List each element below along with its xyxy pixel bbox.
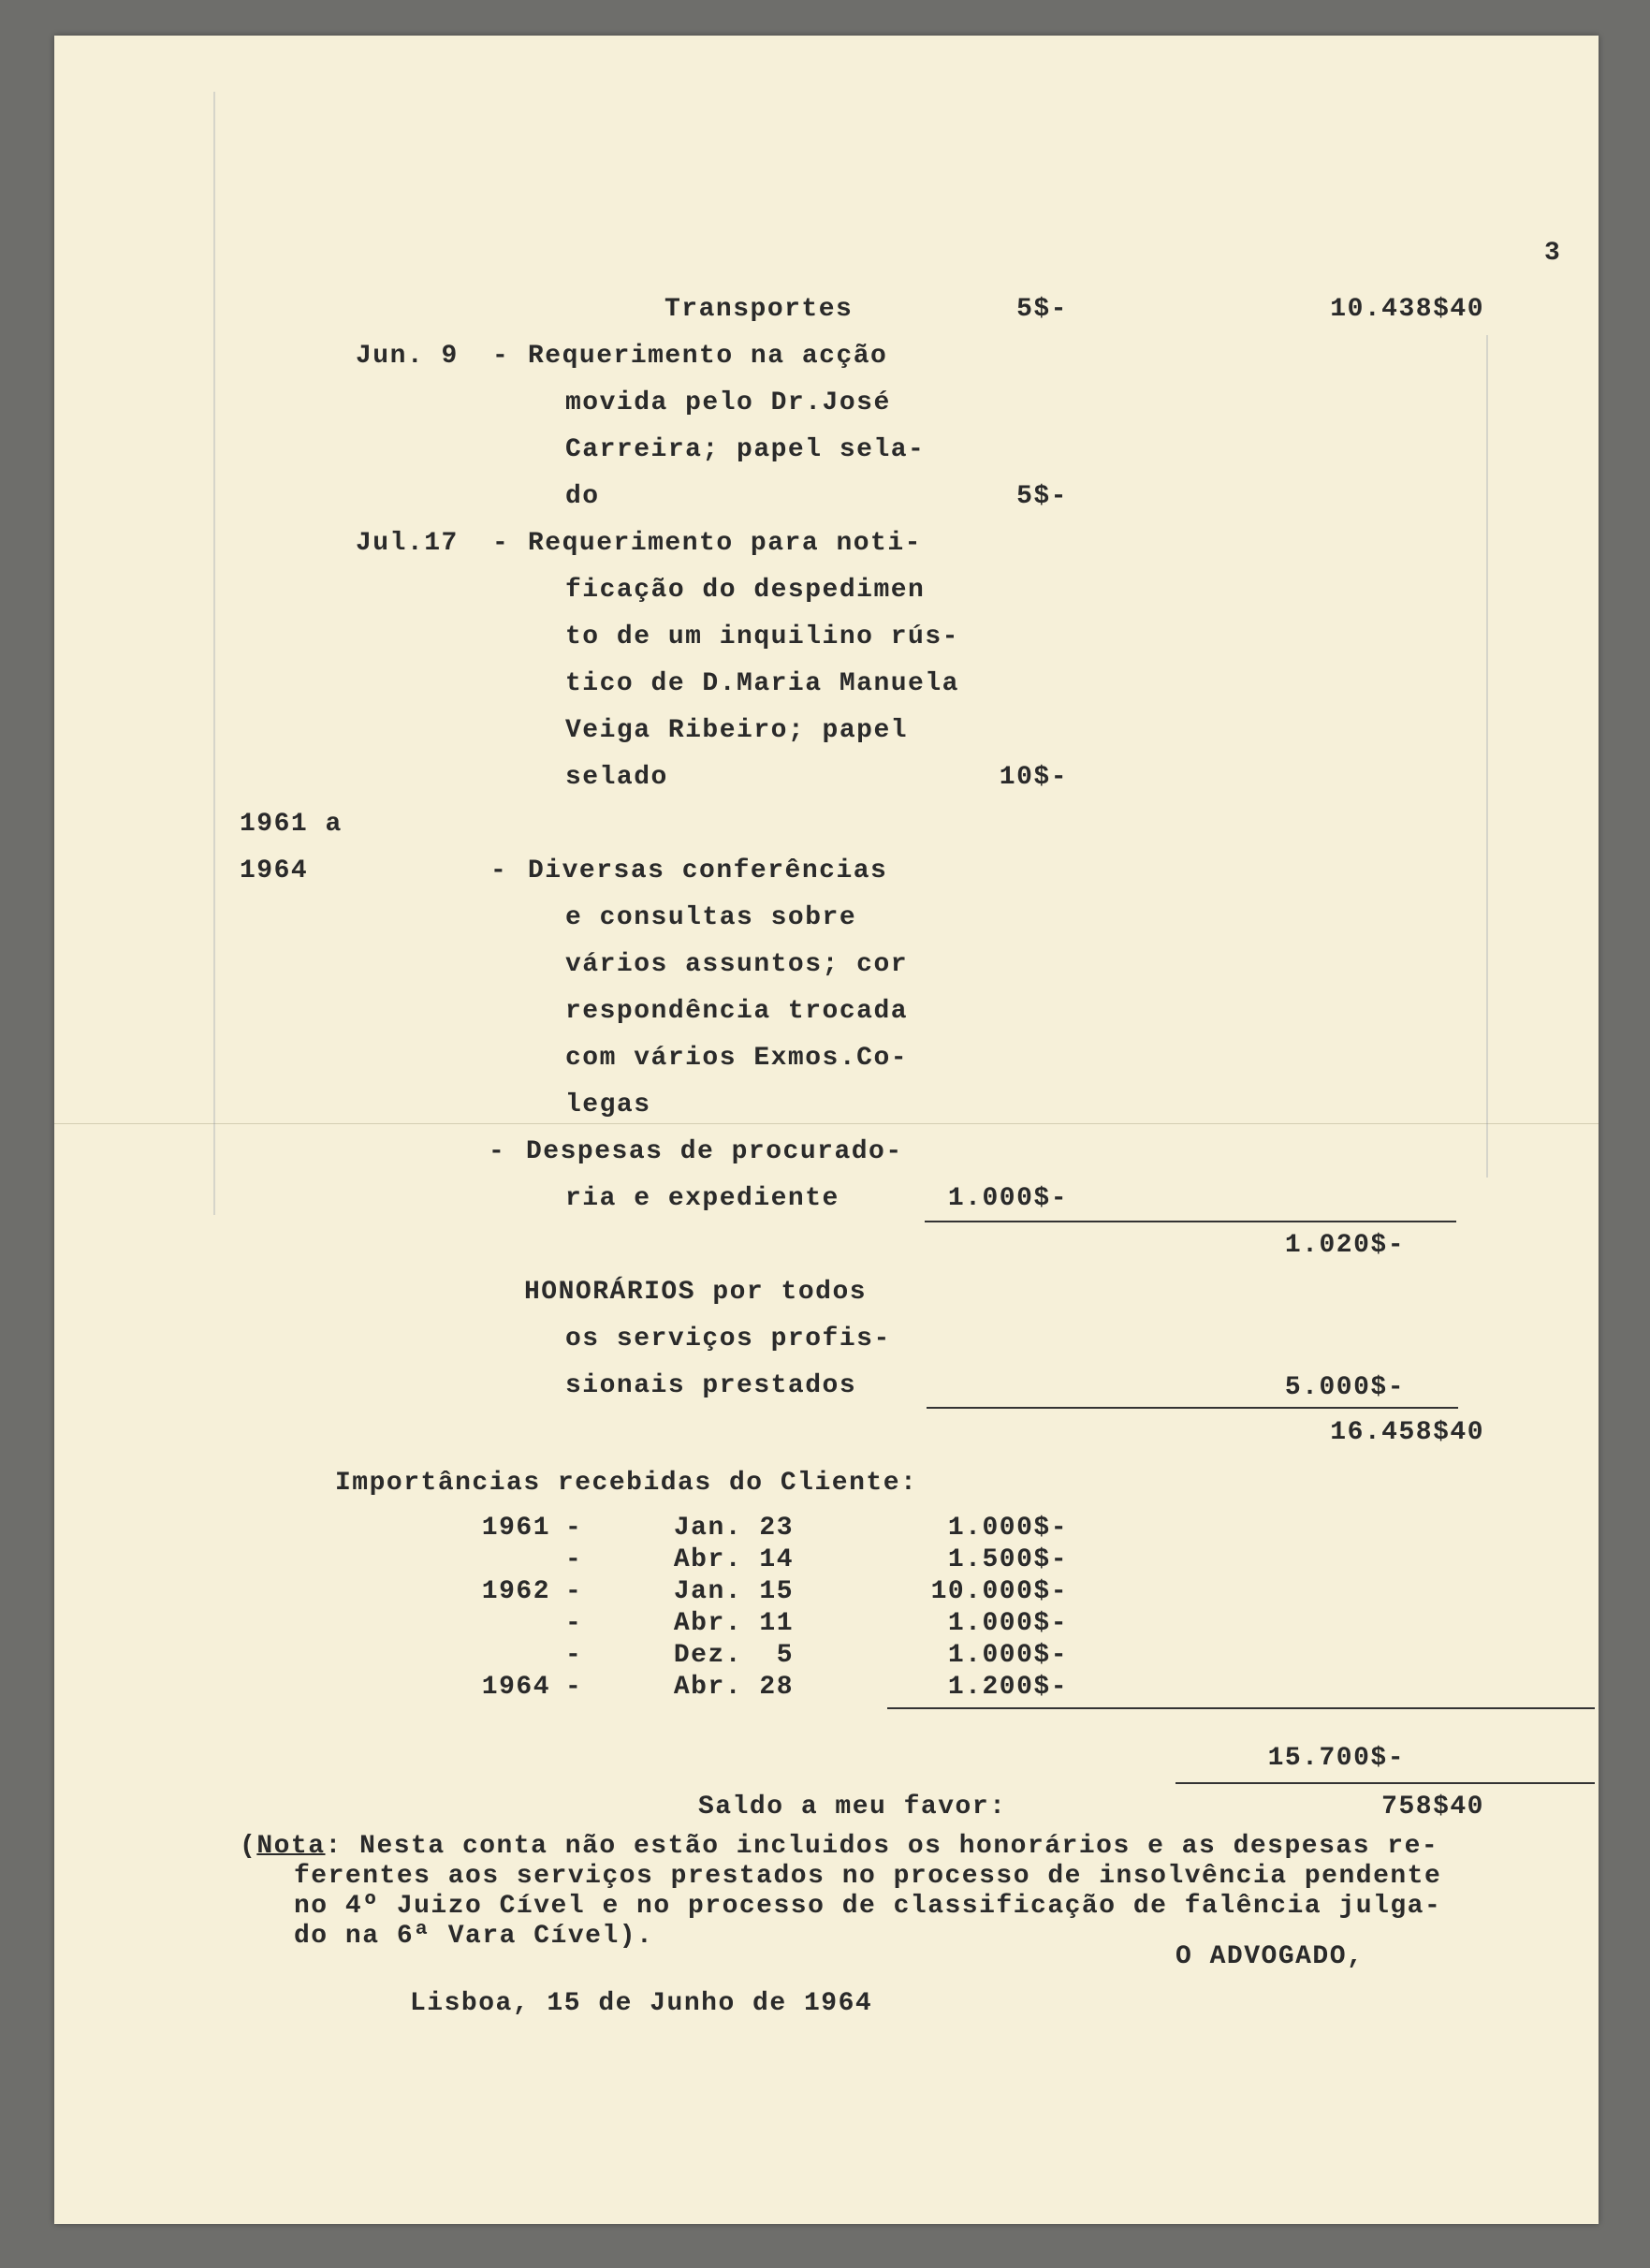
pencil-mark xyxy=(213,92,215,1215)
despesas-dash: - xyxy=(489,1137,506,1166)
pencil-mark xyxy=(1486,335,1488,1178)
conferencias-line: legas xyxy=(565,1090,651,1119)
honorarios-line: HONORÁRIOS por todos xyxy=(524,1278,868,1307)
despesas-line: Despesas de procurado- xyxy=(526,1137,903,1166)
received-amount: 10.000$- xyxy=(930,1577,1068,1606)
subtotal-1: 1.020$- xyxy=(1284,1231,1405,1260)
received-dash: - xyxy=(565,1641,583,1670)
transportes-col2: 10.438$40 xyxy=(1330,295,1484,324)
received-year: 1962 xyxy=(481,1577,550,1606)
paper-fold xyxy=(54,1123,1599,1124)
entry-line: Carreira; papel sela- xyxy=(565,435,926,464)
entry-line: ficação do despedimen xyxy=(565,576,926,605)
conferencias-dash: - xyxy=(490,856,508,885)
entry-date: Jun. 9 xyxy=(356,342,459,371)
entry-dash: - xyxy=(492,529,510,558)
entry-line: to de um inquilino rús- xyxy=(565,622,959,651)
transportes-col1: 5$- xyxy=(1016,295,1068,324)
received-dash: - xyxy=(565,1673,583,1702)
saldo-rule xyxy=(1175,1782,1595,1784)
honorarios-line: sionais prestados xyxy=(565,1371,857,1400)
entry-line: do xyxy=(565,482,600,511)
received-dash: - xyxy=(565,1545,583,1574)
received-date: Dez. 5 xyxy=(673,1641,794,1670)
entry-amount: 5$- xyxy=(1016,482,1068,511)
nota-open-paren: ( xyxy=(240,1832,257,1861)
nota-text: : Nesta conta não estão incluidos os honorários e as despesas re- xyxy=(325,1832,1439,1861)
entry-line: Veiga Ribeiro; papel xyxy=(565,716,909,745)
received-dash: - xyxy=(565,1577,583,1606)
honorarios-line: os serviços profis- xyxy=(565,1324,891,1353)
saldo-label: Saldo a meu favor: xyxy=(698,1792,1007,1822)
period-start: 1961 a xyxy=(240,810,343,839)
page-number: 3 xyxy=(1544,239,1562,268)
received-total: 15.700$- xyxy=(1267,1744,1405,1773)
entry-dash: - xyxy=(492,342,510,371)
received-amount: 1.200$- xyxy=(947,1673,1068,1702)
entry-line: tico de D.Maria Manuela xyxy=(565,669,959,698)
received-dash: - xyxy=(565,1514,583,1543)
despesas-line: ria e expediente xyxy=(565,1184,840,1213)
honorarios-amount: 5.000$- xyxy=(1284,1373,1405,1402)
despesas-rule xyxy=(925,1221,1456,1222)
received-title: Importâncias recebidas do Cliente: xyxy=(335,1469,918,1498)
nota-line: no 4º Juizo Cível e no processo de classificação de falência julga- xyxy=(294,1892,1442,1921)
received-rule xyxy=(887,1707,1595,1709)
signature-label: O ADVOGADO, xyxy=(1175,1942,1365,1971)
nota-line: do na 6ª Vara Cível). xyxy=(294,1922,654,1951)
conferencias-line: e consultas sobre xyxy=(565,903,857,932)
entry-amount: 10$- xyxy=(999,763,1068,792)
nota-line: ferentes aos serviços prestados no processo de insolvência pendente xyxy=(294,1862,1442,1891)
received-amount: 1.500$- xyxy=(947,1545,1068,1574)
nota-label: Nota xyxy=(256,1832,326,1861)
despesas-amount: 1.000$- xyxy=(947,1184,1068,1213)
conferencias-line: vários assuntos; cor xyxy=(565,950,909,979)
saldo-amount: 758$40 xyxy=(1381,1792,1484,1822)
conferencias-line: com vários Exmos.Co- xyxy=(565,1044,909,1073)
honorarios-rule xyxy=(927,1407,1458,1409)
received-date: Jan. 23 xyxy=(673,1514,794,1543)
received-year: 1964 xyxy=(481,1673,550,1702)
entry-line: Requerimento na acção xyxy=(528,342,888,371)
transportes-label: Transportes xyxy=(664,295,854,324)
received-date: Abr. 28 xyxy=(673,1673,794,1702)
conferencias-line: respondência trocada xyxy=(565,997,909,1026)
received-amount: 1.000$- xyxy=(947,1514,1068,1543)
entry-line: selado xyxy=(565,763,668,792)
received-date: Abr. 11 xyxy=(673,1609,794,1638)
conferencias-line: Diversas conferências xyxy=(528,856,888,885)
entry-line: movida pelo Dr.José xyxy=(565,388,891,417)
received-amount: 1.000$- xyxy=(947,1609,1068,1638)
entry-line: Requerimento para noti- xyxy=(528,529,922,558)
nota-line-1 xyxy=(240,1831,1438,1863)
place-date: Lisboa, 15 de Junho de 1964 xyxy=(410,1989,873,2018)
received-date: Abr. 14 xyxy=(673,1545,794,1574)
grand-total: 16.458$40 xyxy=(1330,1418,1484,1447)
received-dash: - xyxy=(565,1609,583,1638)
received-year: 1961 xyxy=(481,1514,550,1543)
period-end: 1964 xyxy=(240,856,309,885)
received-amount: 1.000$- xyxy=(947,1641,1068,1670)
received-date: Jan. 15 xyxy=(673,1577,794,1606)
entry-date: Jul.17 xyxy=(356,529,459,558)
document-page xyxy=(54,36,1599,2224)
